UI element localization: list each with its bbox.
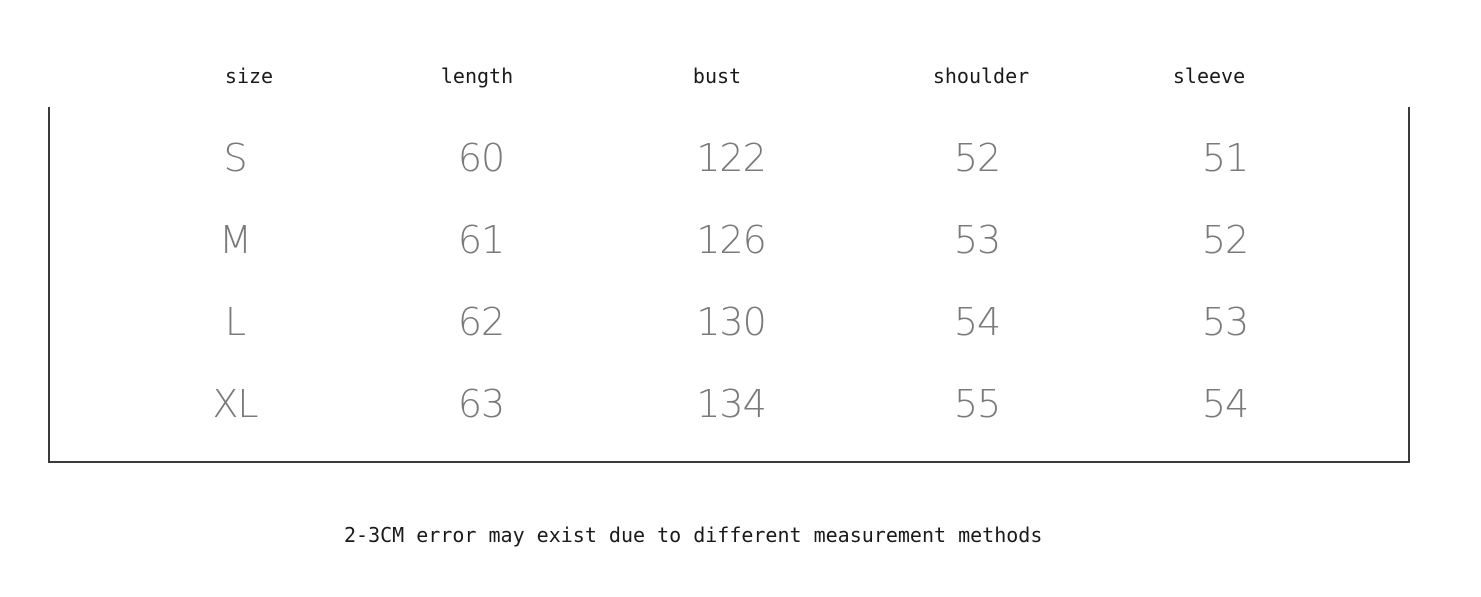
cell-length: 60 [457, 136, 505, 180]
cell-size: M [219, 218, 251, 262]
header-size: size [224, 64, 274, 88]
measurement-note: 2-3CM error may exist due to different measurement methods [344, 523, 1043, 547]
cell-sleeve: 52 [1201, 218, 1249, 262]
cell-sleeve: 54 [1201, 382, 1249, 426]
cell-bust: 130 [696, 300, 766, 344]
cell-size: XL [212, 382, 258, 426]
cell-shoulder: 55 [953, 382, 1001, 426]
cell-shoulder: 52 [953, 136, 1001, 180]
cell-length: 61 [457, 218, 505, 262]
header-bust: bust [692, 64, 742, 88]
cell-length: 63 [457, 382, 505, 426]
cell-size: S [223, 136, 247, 180]
cell-bust: 126 [696, 218, 766, 262]
header-sleeve: sleeve [1172, 64, 1246, 88]
cell-bust: 134 [696, 382, 766, 426]
cell-shoulder: 54 [953, 300, 1001, 344]
cell-sleeve: 53 [1201, 300, 1249, 344]
cell-shoulder: 53 [953, 218, 1001, 262]
cell-sleeve: 51 [1201, 136, 1249, 180]
cell-bust: 122 [696, 136, 766, 180]
cell-length: 62 [457, 300, 505, 344]
header-length: length [440, 64, 514, 88]
cell-size: L [224, 300, 246, 344]
header-shoulder: shoulder [932, 64, 1030, 88]
